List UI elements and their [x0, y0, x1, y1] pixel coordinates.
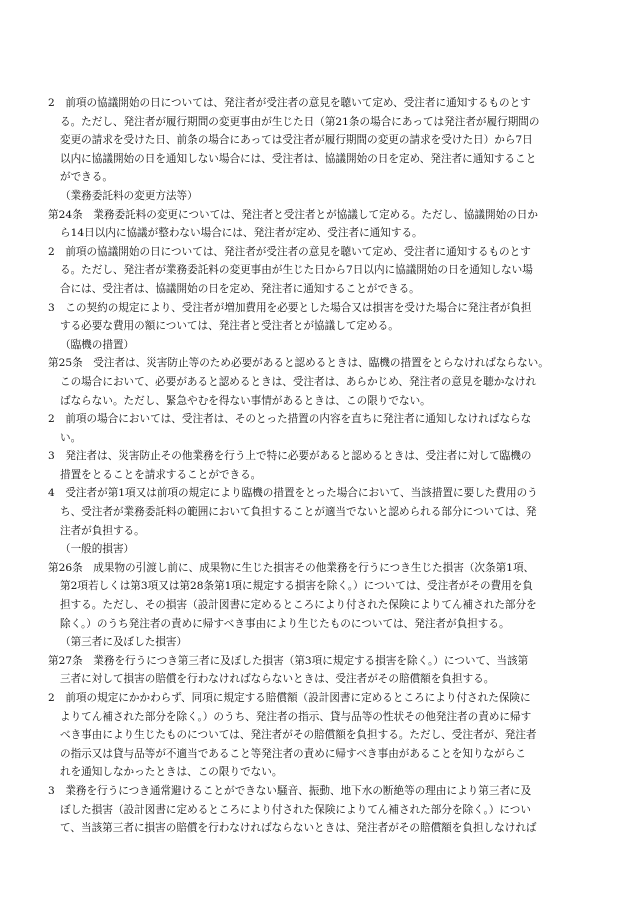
continuation-line: ち、受注者が業務委託料の範囲において負担することが適当でないと認められる部分については、発 — [60, 506, 537, 519]
continuation-line: る。ただし、発注者が業務委託料の変更事由が生じた日から7日以内に協議開始の日を通知しない場 — [60, 264, 533, 277]
document-body — [48, 94, 582, 838]
continuation-line: 注者が負担する。 — [60, 524, 145, 537]
continuation-line: よりてん補された部分を除く。）のうち、発注者の指示、貸与品等の性状その他発注者の責めに帰す — [60, 710, 532, 723]
continuation-line: 措置をとることを請求することができる。 — [60, 468, 262, 481]
continuation-line: する必要な費用の額については、発注者と受注者とが協議して定める。 — [60, 320, 399, 333]
clause-first-line: 3 業務を行うにつき通常避けることができない騒音、振動、地下水の断絶等の理由により第三者に及 — [48, 784, 532, 797]
continuation-line: の指示又は貸与品等が不適当であること等発注者の責めに帰すべき事由があることを知りながらこ — [60, 747, 526, 760]
article-first-line: 第27条 業務を行うにつき第三者に及ぼした損害（第3項に規定する損害を除く。）について、当該第 — [48, 654, 529, 667]
clause-first-line: 2 前項の場合においては、受注者は、そのとった措置の内容を直ちに発注者に通知しなければならな — [48, 413, 532, 426]
clause-first-line: 2 前項の協議開始の日については、発注者が受注者の意見を聴いて定め、受注者に通知するものとす — [48, 97, 531, 109]
continuation-line: る。ただし、発注者が履行期間の変更事由が生じた日（第21条の場合にあっては発注者が履行期間の — [60, 115, 540, 128]
clause-first-line: 3 この契約の規定により、受注者が増加費用を必要とした場合又は損害を受けた場合に発注者が負担 — [48, 301, 532, 314]
continuation-line: この場合において、必要があると認めるときは、受注者は、あらかじめ、発注者の意見を聴かなけれ — [60, 375, 537, 388]
continuation-line: べき事由により生じたものについては、発注者がその賠償額を負担する。ただし、受注者が、発注者 — [60, 729, 537, 742]
continuation-line: い。 — [60, 431, 82, 444]
article-first-line: 第24条 業務委託料の変更については、発注者と受注者とが協議して定める。ただし、協議開始の日か — [48, 208, 538, 221]
article-heading: （業務委託料の変更方法等） — [60, 189, 198, 202]
continuation-line: 三者に対して損害の賠償を行わなければならないときは、受注者がその賠償額を負担する。 — [60, 673, 495, 686]
continuation-line: れを通知しなかったときは、この限りでない。 — [60, 766, 283, 779]
article-heading: （第三者に及ぼした損害） — [60, 636, 188, 649]
continuation-line: 担する。ただし、その損害（設計図書に定めるところにより付された保険によりてん補された部分を — [60, 599, 537, 612]
article-first-line: 第25条 受注者は、災害防止等のため必要があると認めるときは、臨機の措置をとらなければならない。 — [48, 357, 549, 370]
continuation-line: ができる。 — [60, 171, 113, 184]
clause-first-line: 2 前項の規定にかかわらず、同項に規定する賠償額（設計図書に定めるところにより付された保険に — [48, 692, 531, 704]
continuation-line: て、当該第三者に損害の賠償を行わなければならないときは、発注者がその賠償額を負担しなければ — [60, 822, 537, 835]
clause-first-line: 2 前項の協議開始の日については、発注者が受注者の意見を聴いて定め、受注者に通知するものとす — [48, 245, 531, 258]
article-heading: （臨機の措置） — [60, 338, 135, 351]
article-first-line: 第26条 成果物の引渡し前に、成果物に生じた損害その他業務を行うにつき生じた損害（次条第1項、 — [48, 561, 535, 574]
continuation-line: 以内に協議開始の日を通知しない場合には、受注者は、協議開始の日を定め、発注者に通知すること — [60, 152, 537, 165]
clause-first-line: 3 発注者は、災害防止その他業務を行う上で特に必要があると認めるときは、受注者に対して臨機の — [48, 450, 532, 463]
continuation-line: 第2項若しくは第3項又は第28条第1項に規定する損害を除く。）については、受注者がその費用を負 — [60, 580, 533, 593]
continuation-line: 除く。）のうち発注者の責めに帰すべき事由により生じたものについては、発注者が負担する。 — [60, 617, 510, 630]
continuation-line: 合には、受注者は、協議開始の日を定め、発注者に通知することができる。 — [60, 282, 420, 295]
continuation-line: 変更の請求を受けた日、前条の場合にあっては受注者が履行期間の変更の請求を受けた日）から7日 — [60, 134, 533, 147]
continuation-line: ばならない。ただし、緊急やむを得ない事情があるときは、この限りでない。 — [60, 394, 431, 407]
clause-first-line: 4 受注者が第1項又は前項の規定により臨機の措置をとった場合において、当該措置に要した費用のう — [48, 487, 538, 500]
article-heading: （一般的損害） — [60, 543, 135, 556]
continuation-line: ら14日以内に協議が整わない場合には、発注者が定め、受注者に通知する。 — [60, 227, 423, 240]
continuation-line: ぼした損害（設計図書に定めるところにより付された保険によりてん補された部分を除く。）につい — [60, 803, 531, 816]
